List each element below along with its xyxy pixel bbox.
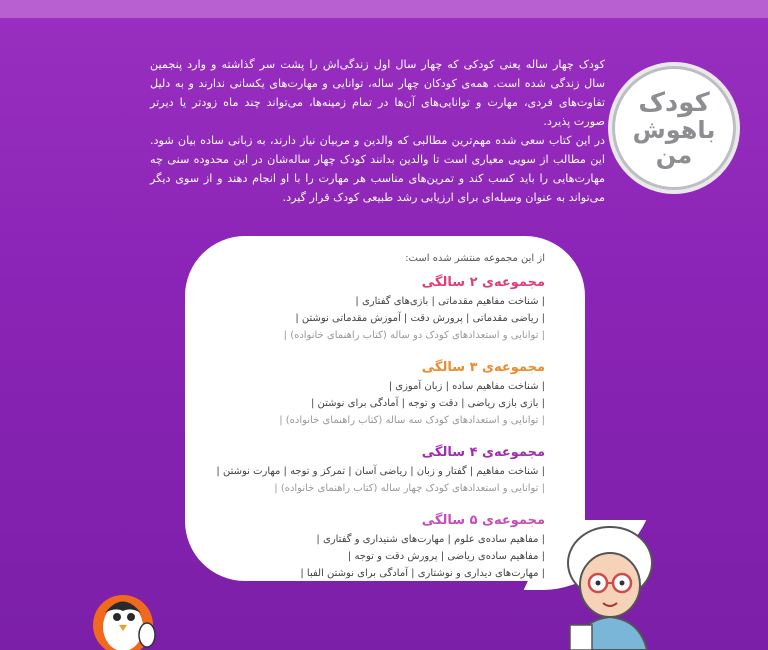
group-title: مجموعه‌ی ۲ سالگی	[421, 275, 545, 290]
logo-line-3: من	[655, 141, 693, 169]
group-row: | شناخت مفاهیم ساده | زبان آموزی |	[388, 381, 545, 392]
group-row: | توانایی و استعدادهای کودک سه ساله (کتاب راهنمای خانواده) |	[279, 415, 545, 426]
series-group-3yr	[215, 358, 545, 429]
group-row: | بازی بازی ریاضی | دقت و توجه | آمادگی برای نوشتن |	[310, 398, 545, 409]
group-row: | مهارت‌های دیداری و نوشتاری | آمادگی برای نوشتن الفبا |	[300, 568, 545, 579]
group-row: | توانایی و استعدادهای کودک دو ساله (کتاب راهنمای خانواده) |	[283, 330, 545, 341]
group-row: | شناخت مفاهیم | گفتار و زبان | ریاضی آسان | تمرکز و توجه | مهارت نوشتن |	[216, 466, 545, 477]
group-title: مجموعه‌ی ۴ سالگی	[421, 445, 545, 460]
group-row: | شناخت مفاهیم مقدماتی | بازی‌های گفتاری |	[355, 296, 545, 307]
group-title: مجموعه‌ی ۵ سالگی	[421, 513, 545, 528]
series-logo	[608, 62, 740, 194]
grandma-illustration	[555, 525, 665, 650]
penguin-illustration	[85, 585, 165, 650]
series-group-4yr	[215, 443, 545, 497]
group-row: | توانایی و استعدادهای کودک چهار ساله (کتاب راهنمای خانواده) |	[274, 483, 545, 494]
group-row: | مفاهیم ساده‌ی علوم | مهارت‌های شنیداری و گفتاری |	[316, 534, 545, 545]
series-list	[215, 250, 545, 596]
logo-ring	[612, 66, 736, 190]
top-strip	[0, 0, 768, 18]
logo-line-1: کودک	[638, 88, 710, 118]
intro-paragraph-1: کودک چهار ساله یعنی کودکی که چهار سال اول زندگی‌اش را پشت سر گذاشته و وارد پنجمین سال زندگی شده است. همه‌ی کودکان چهار ساله، توانایی و مهارت‌های یکسانی ندارند و به دلیل تفاوت‌های فردی، مهارت و توانایی‌های آن‌ها در تمام زمینه‌ها، می‌تواند چند ماه زودتر یا دیرتر صورت پذیرد.	[150, 58, 605, 128]
group-row: | مفاهیم ساده‌ی ریاضی | پرورش دقت و توجه |	[347, 551, 545, 562]
published-label: از این مجموعه منتشر شده است:	[405, 253, 545, 264]
logo-line-2: باهوش	[632, 116, 716, 144]
series-group-2yr	[215, 273, 545, 344]
group-row: | ریاضی مقدماتی | پرورش دقت | آموزش مقدماتی نوشتن |	[295, 313, 545, 324]
intro-paragraph-2: در این کتاب سعی شده مهم‌ترین مطالبی که والدین و مربیان نیاز دارند، به زبانی ساده بیان شود. این مطالب از سویی معیاری است تا والدین بدانند کودک چهار ساله‌شان در این محدوده سنی چه مهارت‌هایی را باید کسب کند و تمرین‌های مناسب هر مهارت را با او انجام دهند و از سوی دیگر می‌تواند به عنوان وسیله‌ای برای ارزیابی رشد طبیعی کودک قرار گیرد.	[150, 134, 605, 204]
intro-text	[150, 55, 605, 207]
series-group-5yr	[215, 511, 545, 582]
group-title: مجموعه‌ی ۳ سالگی	[421, 360, 545, 375]
